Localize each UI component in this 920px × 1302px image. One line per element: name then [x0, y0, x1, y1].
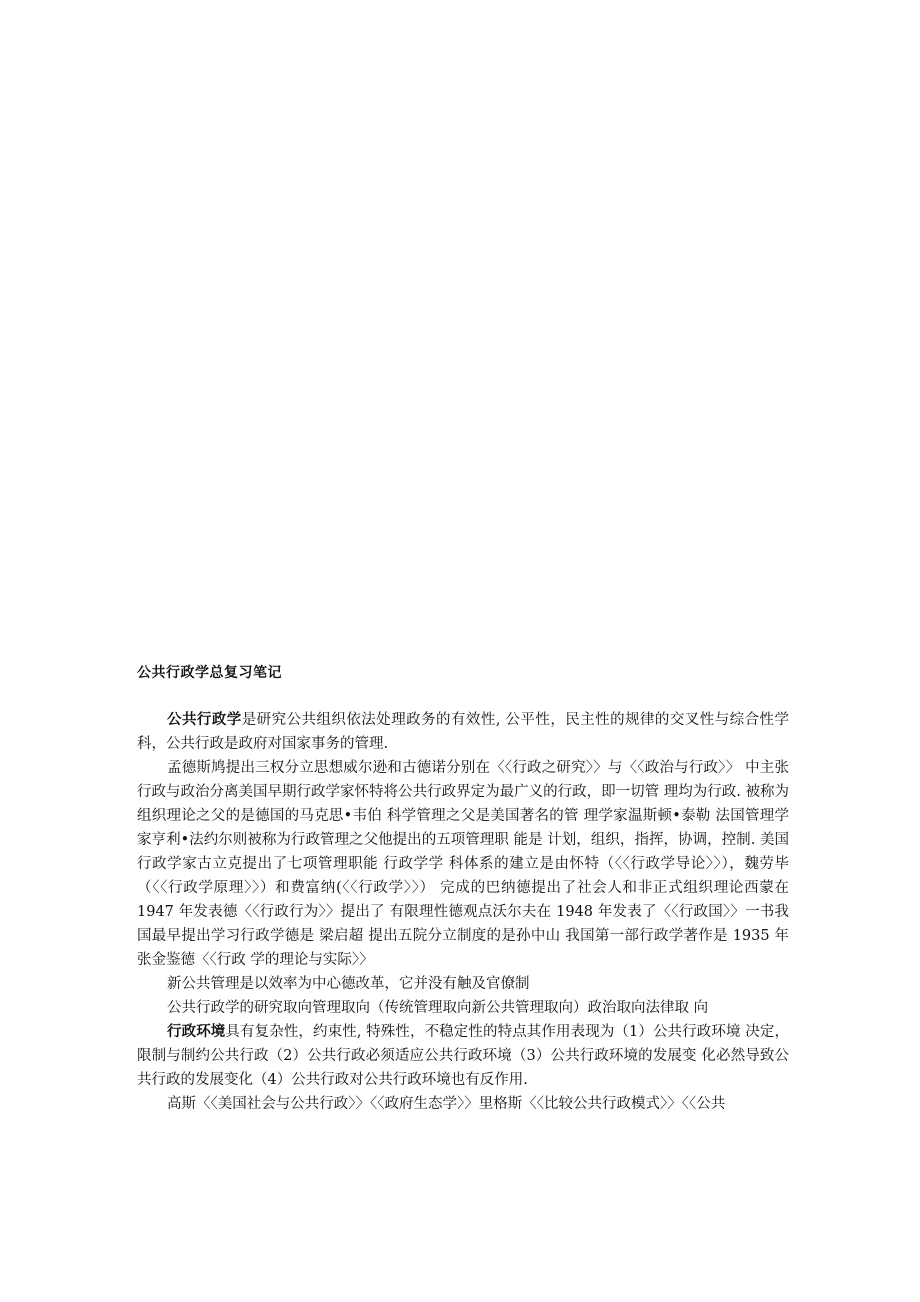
- term-administrative-environment: 行政环境: [167, 1024, 226, 1040]
- term-public-administration: 公共行政学: [167, 712, 242, 728]
- paragraph-text: 是研究公共组织依法处理政务的有效性, 公平性，民主性的规律的交叉性与综合性学科，公共行政是政府对国家事务的管理.: [137, 712, 790, 752]
- paragraph-definition: [137, 708, 789, 756]
- paragraph-references: [137, 1092, 789, 1116]
- paragraph-text: 高斯〈〈美国社会与公共行政〉〉〈〈政府生态学〉〉里格斯〈〈比较公共行政模式〉〉〈〈公共: [167, 1096, 726, 1112]
- paragraph-new-public-management: [137, 972, 789, 996]
- document-title: 公共行政学总复习笔记: [137, 665, 282, 681]
- paragraph-text: 公共行政学的研究取向管理取向（传统管理取向新公共管理取向）政治取向法律取 向: [167, 1000, 709, 1016]
- document-body: [137, 708, 789, 1116]
- paragraph-administrative-environment: [137, 1020, 789, 1092]
- paragraph-text: 孟德斯鸠提出三权分立思想威尔逊和古德诺分别在〈〈行政之研究〉〉与〈〈政治与行政〉〉 中主张行政与政治分离美国早期行政学家怀特将公共行政界定为最广义的行政，即一切管 理均为行政. 被称为组织理论之父的是德国的马克思•韦伯 科学管理之父是美国著名的管 理学家温斯顿•泰勒 法国管理学家亨利•法约尔则被称为行政管理之父他提出的五项管理职 能是 计划，组织，指挥，协调，控制. 美国行政学家古立克提出了七项管理职能 行政学学 科体系的建立是由怀特（〈〈行政学导论〉〉），魏劳毕（〈〈行政学原理〉〉）和费富纳(〈〈行政学〉〉） 完成的巴纳德提出了社会人和非正式组织理论西蒙在 1947 年发表德〈〈行政行为〉〉提出了 有限理性德观点沃尔夫在 1948 年发表了〈〈行政国〉〉一书我国最早提出学习行政学德是 梁启超 提出五院分立制度的是孙中山 我国第一部行政学著作是 1935 年张金鉴德〈〈行政 学的理论与实际〉〉: [137, 760, 789, 968]
- paragraph-research-orientation: [137, 996, 789, 1020]
- paragraph-history: [137, 756, 789, 972]
- paragraph-text: 新公共管理是以效率为中心德改革，它并没有触及官僚制: [167, 976, 530, 992]
- paragraph-text: 具有复杂性，约束性, 特殊性，不稳定性的特点其作用表现为（1）公共行政环境 决定，限制与制约公共行政（2）公共行政必须适应公共行政环境（3）公共行政环境的发展变 化必然导致公共行政的发展变化（4）公共行政对公共行政环境也有反作用.: [137, 1024, 789, 1088]
